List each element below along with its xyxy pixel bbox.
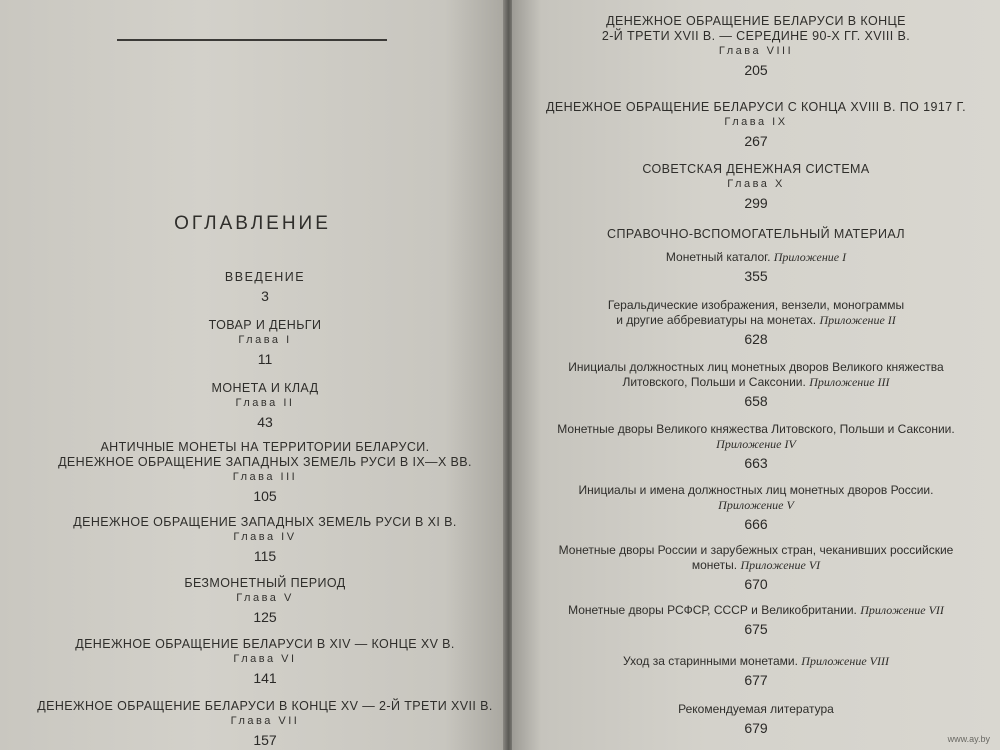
toc-entry [25, 270, 505, 305]
entry-heading: ДЕНЕЖНОЕ ОБРАЩЕНИЕ ЗАПАДНЫХ ЗЕМЕЛЬ РУСИ В XI В. [73, 515, 457, 529]
entry-text-main: и другие аббревиатуры на монетах. [616, 313, 817, 327]
toc-entry [512, 603, 1000, 638]
entry-text-line2 [512, 437, 1000, 452]
entry-chapter: Глава III [232, 471, 298, 483]
entry-page: 115 [253, 548, 277, 564]
entry-page: 675 [744, 621, 768, 637]
watermark: www.ay.by [947, 734, 990, 744]
entry-chapter: Глава IX [724, 116, 788, 128]
entry-page: 670 [744, 576, 768, 592]
toc-entry [512, 360, 1000, 410]
entry-text-line2 [512, 498, 1000, 513]
entry-page: 355 [744, 268, 768, 284]
entry-chapter: Глава VII [230, 715, 300, 727]
entry-text: Монетные дворы России и зарубежных стран, чеканивших российские [558, 543, 954, 557]
toc-entry [512, 100, 1000, 150]
entry-text: Монетные дворы Великого княжества Литовского, Польши и Саксонии. [557, 422, 955, 436]
entry-heading: ТОВАР И ДЕНЬГИ [208, 318, 322, 332]
entry-heading: ДЕНЕЖНОЕ ОБРАЩЕНИЕ БЕЛАРУСИ В КОНЦЕ [606, 14, 906, 28]
entry-heading: ДЕНЕЖНОЕ ОБРАЩЕНИЕ БЕЛАРУСИ В XIV — КОНЦЕ XV В. [75, 637, 455, 651]
toc-entry [25, 381, 505, 431]
entry-page: 658 [744, 393, 768, 409]
entry-text-line2 [512, 375, 1000, 390]
entry-heading: АНТИЧНЫЕ МОНЕТЫ НА ТЕРРИТОРИИ БЕЛАРУСИ. [100, 440, 430, 454]
entry-page: 267 [744, 133, 768, 149]
entry-page: 125 [253, 609, 277, 625]
entry-text-main: Уход за старинными монетами. [623, 654, 798, 668]
entry-heading: СОВЕТСКАЯ ДЕНЕЖНАЯ СИСТЕМА [642, 162, 870, 176]
toc-title: ОГЛАВЛЕНИЕ [174, 213, 331, 234]
entry-text-line2 [512, 558, 1000, 573]
entry-page: 205 [744, 62, 768, 78]
toc-entry [25, 318, 505, 368]
toc-entry [25, 637, 505, 687]
entry-heading: МОНЕТА И КЛАД [211, 381, 319, 395]
entry-page: 666 [744, 516, 768, 532]
toc-entry [512, 654, 1000, 689]
entry-appendix: Приложение VI [740, 558, 821, 572]
toc-entry [512, 702, 1000, 737]
entry-chapter: Глава VI [233, 653, 297, 665]
entry-chapter: Глава II [235, 397, 295, 409]
entry-appendix: Приложение III [809, 375, 890, 389]
entry-page: 11 [257, 351, 273, 367]
entry-text-main: Монетные дворы РСФСР, СССР и Великобритании. [568, 603, 857, 617]
entry-chapter: Глава VIII [718, 45, 794, 57]
entry-appendix: Приложение II [819, 313, 896, 327]
entry-appendix: Приложение I [773, 250, 847, 264]
entry-page: 3 [261, 288, 269, 304]
entry-page: 157 [253, 732, 277, 748]
entry-chapter: Глава X [727, 178, 785, 190]
toc-entry [25, 576, 505, 626]
entry-page: 677 [744, 672, 768, 688]
entry-heading: ВВЕДЕНИЕ [224, 270, 306, 284]
entry-text-main: Литовского, Польши и Саксонии. [622, 375, 806, 389]
entry-heading: ДЕНЕЖНОЕ ОБРАЩЕНИЕ БЕЛАРУСИ С КОНЦА XVIII В. ПО 1917 Г. [546, 100, 966, 114]
entry-page: 105 [253, 488, 277, 504]
entry-page: 628 [744, 331, 768, 347]
entry-heading: ДЕНЕЖНОЕ ОБРАЩЕНИЕ БЕЛАРУСИ В КОНЦЕ XV — 2-Й ТРЕТИ XVII В. [37, 699, 493, 713]
entry-page: 663 [744, 455, 768, 471]
entry-chapter: Глава I [238, 334, 292, 346]
entry-heading-line2: ДЕНЕЖНОЕ ОБРАЩЕНИЕ ЗАПАДНЫХ ЗЕМЕЛЬ РУСИ В IX—X ВВ. [58, 455, 472, 469]
entry-heading-line2: 2-Й ТРЕТИ XVII В. — СЕРЕДИНЕ 90-Х ГГ. XVIII В. [601, 29, 911, 43]
entry-appendix: Приложение VII [860, 603, 944, 617]
entry-page: 43 [257, 414, 273, 430]
entry-text-main: Монетный каталог. [665, 250, 771, 264]
entry-page: 299 [744, 195, 768, 211]
entry-text-line2 [512, 313, 1000, 328]
toc-entry [512, 298, 1000, 348]
toc-entry [25, 699, 505, 749]
entry-chapter: Глава V [236, 592, 294, 604]
header-rule [117, 39, 387, 41]
entry-text [512, 603, 1000, 618]
toc-entry [25, 515, 505, 565]
toc-entry [512, 14, 1000, 79]
entry-heading: БЕЗМОНЕТНЫЙ ПЕРИОД [184, 576, 346, 590]
entry-chapter: Глава IV [233, 531, 297, 543]
entry-heading: СПРАВОЧНО-ВСПОМОГАТЕЛЬНЫЙ МАТЕРИАЛ [607, 227, 905, 241]
entry-page: 679 [744, 720, 768, 736]
entry-page: 141 [253, 670, 277, 686]
entry-text: Геральдические изображения, вензели, монограммы [607, 298, 905, 312]
toc-entry [512, 543, 1000, 593]
toc-entry [512, 162, 1000, 212]
right-page [512, 0, 1000, 750]
toc-entry [25, 440, 505, 505]
entry-text: Инициалы и имена должностных лиц монетных дворов России. [578, 483, 934, 497]
entry-appendix: Приложение IV [716, 437, 796, 451]
toc-entry [512, 422, 1000, 472]
entry-appendix: Приложение VIII [801, 654, 889, 668]
entry-text-main: монеты. [691, 558, 738, 572]
toc-entry [512, 483, 1000, 533]
toc-entry [512, 227, 1000, 242]
entry-text [512, 250, 1000, 265]
toc-entry [512, 250, 1000, 285]
entry-text: Рекомендуемая литература [678, 702, 834, 716]
entry-text [512, 654, 1000, 669]
entry-appendix: Приложение V [718, 498, 794, 512]
entry-text: Инициалы должностных лиц монетных дворов Великого княжества [568, 360, 944, 374]
